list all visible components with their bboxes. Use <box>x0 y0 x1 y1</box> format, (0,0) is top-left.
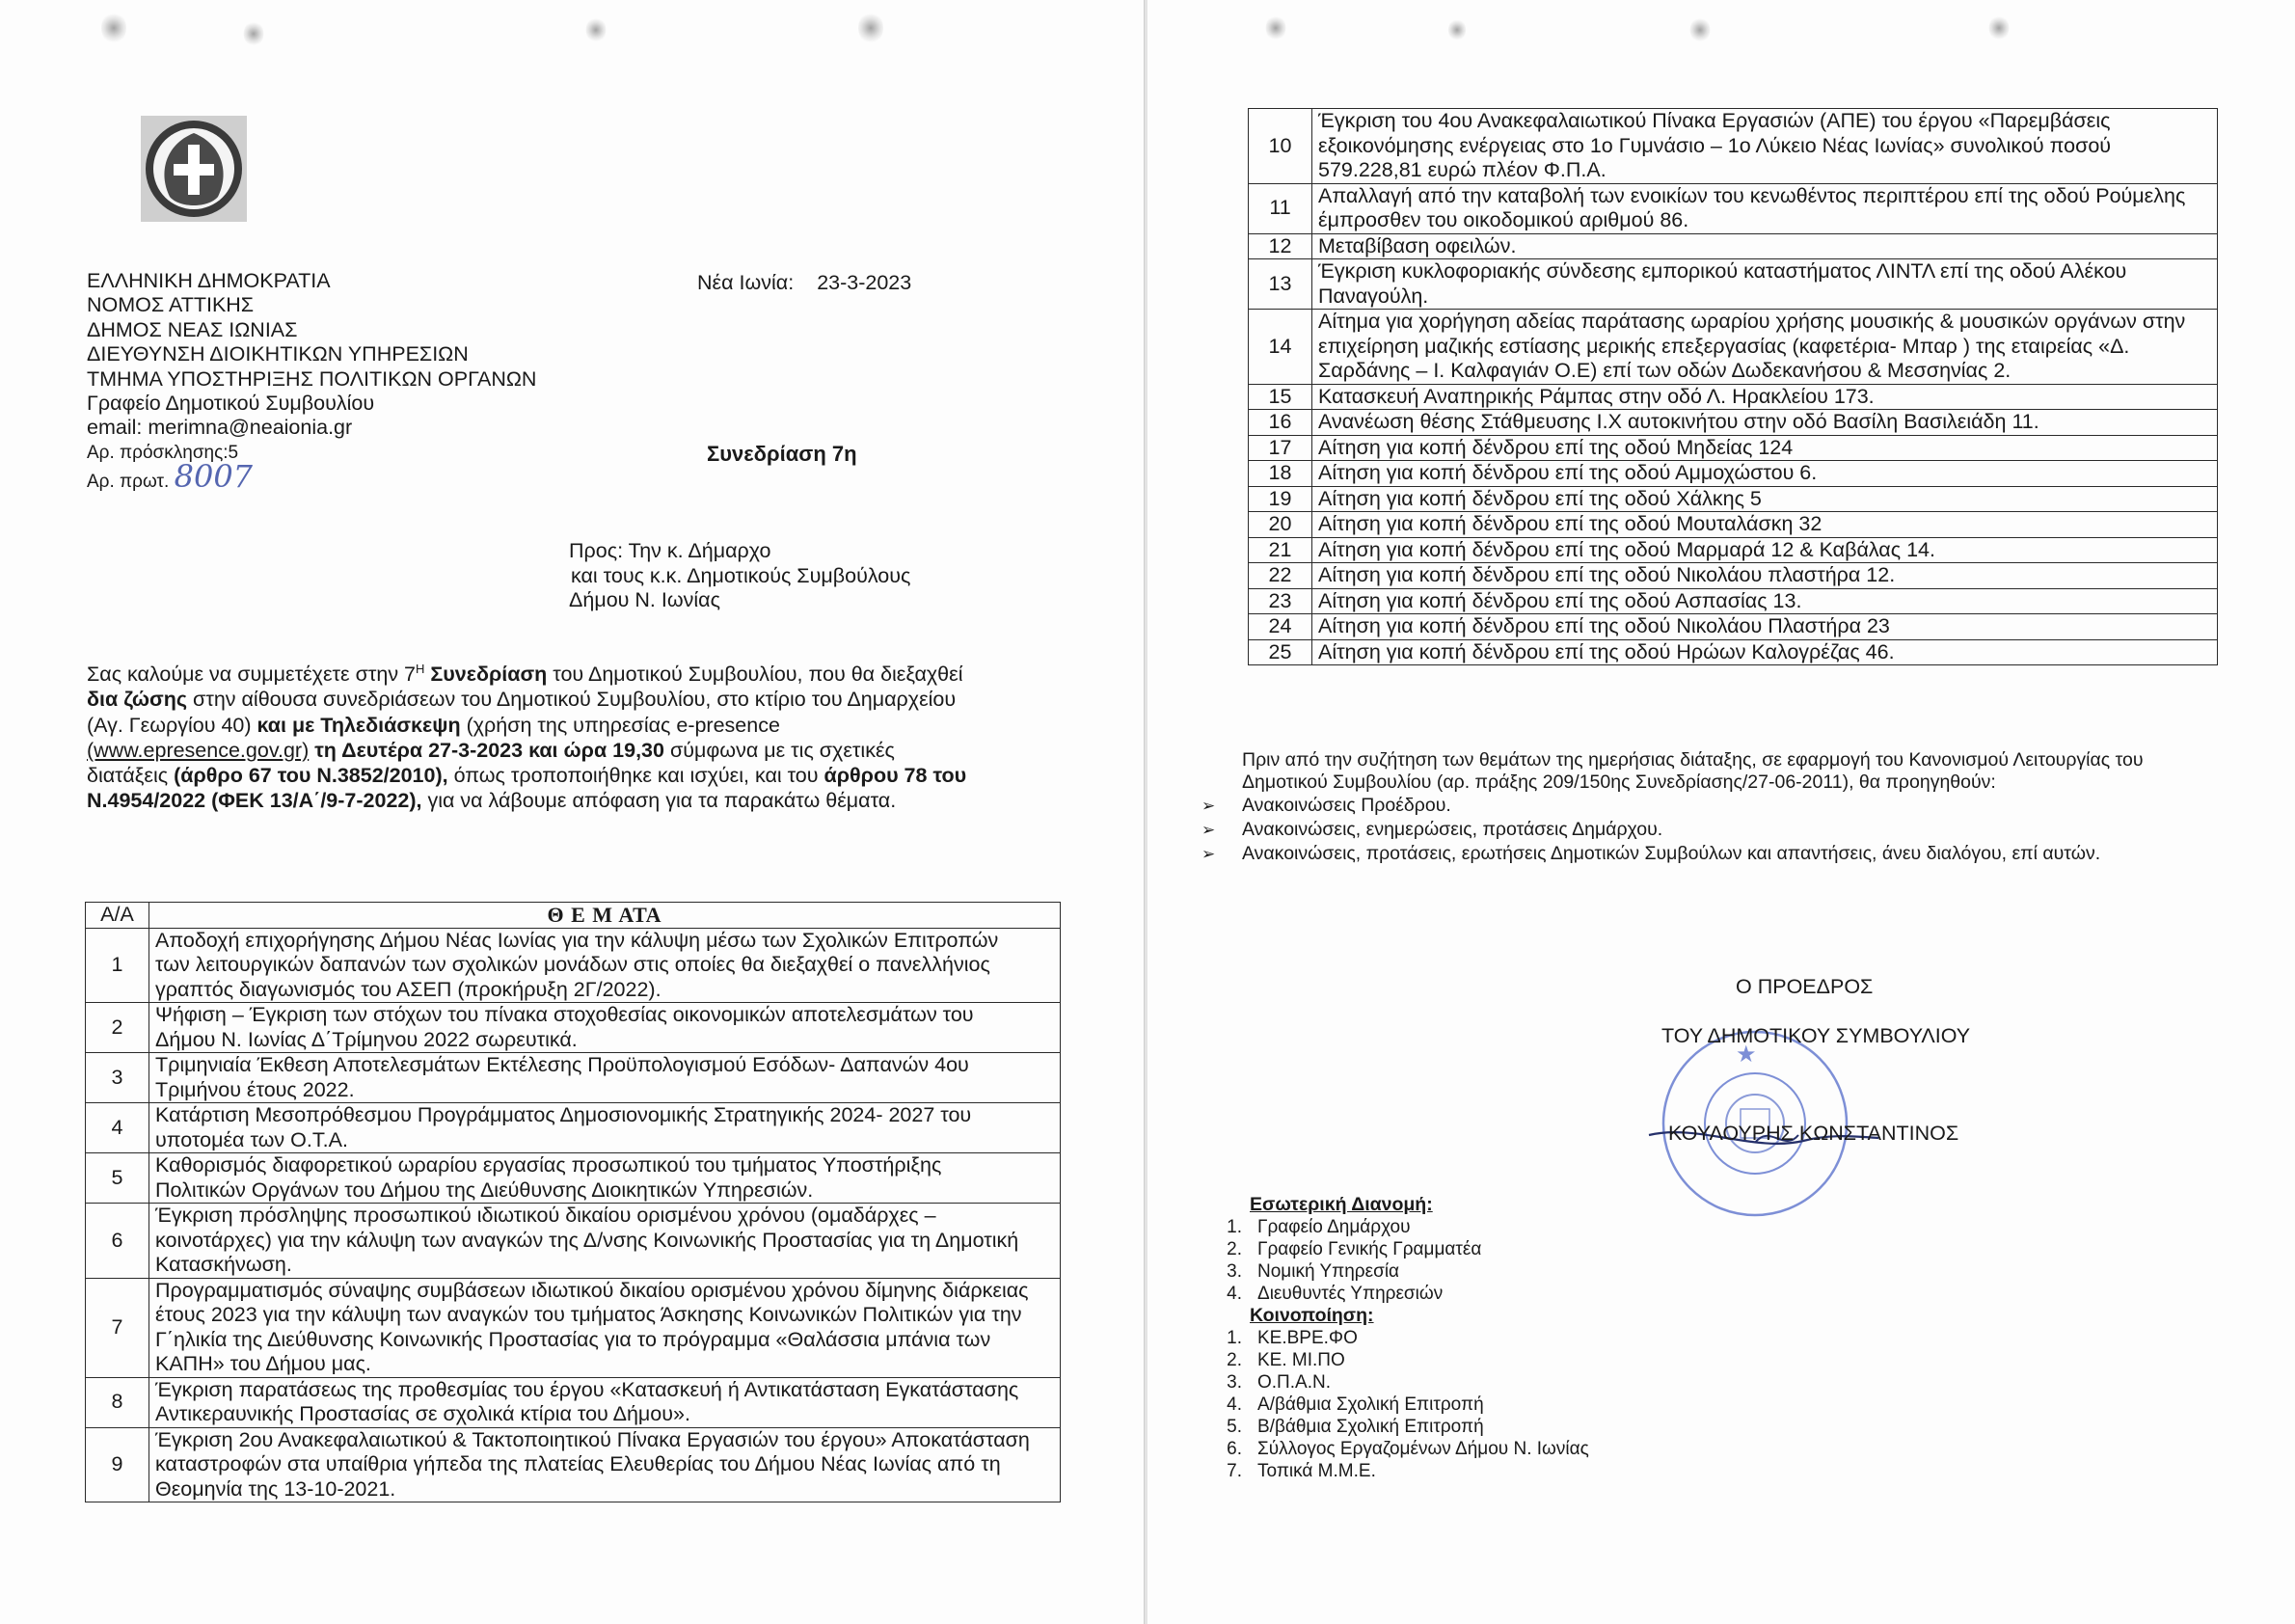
row-topic <box>149 1427 1061 1502</box>
topic-line: Αίτηση για κοπή δένδρου επί της οδού Μουταλάσκη 32 <box>1318 512 1822 535</box>
row-topic <box>149 928 1061 1003</box>
protocol-number <box>87 458 536 496</box>
topic-line: Αίτηση για κοπή δένδρου επί της οδού Νικολάου πλαστήρα 12. <box>1318 563 1896 586</box>
list-text: Σύλλογος Εργαζομένων Δήμου Ν. Ιωνίας <box>1257 1439 1589 1459</box>
pre-agenda-bullets <box>1202 794 2100 867</box>
row-topic <box>1312 614 2218 640</box>
topic-line: Αντικεραυνικής Προστασίας σε σχολικά κτίρια του Δήμου». <box>155 1402 690 1425</box>
intro-bold: Συνεδρίαση <box>424 663 548 687</box>
topic-line: Έγκριση 2ου Ανακεφαλαιωτικού & Τακτοποιητικού Πίνακα Εργασιών του έργου» Αποκατάσταση <box>155 1427 1030 1451</box>
topic-line: Αίτημα για χορήγηση αδείας παράτασης ωραρίου χρήσης μουσικής & μουσικών οργάνων στην <box>1318 310 2186 333</box>
table-row <box>86 1053 1061 1103</box>
place-date <box>697 271 911 296</box>
list-number: 5. <box>1227 1417 1242 1437</box>
row-topic <box>149 1278 1061 1377</box>
intro-bold: δια ζώσης <box>87 688 188 712</box>
row-number: 6 <box>86 1204 149 1279</box>
row-number: 23 <box>1249 588 1312 614</box>
header-line: ΕΛΛΗΝΙΚΗ ΔΗΜΟΚΡΑΤΙΑ <box>87 269 331 292</box>
signature-council: ΤΟΥ ΔΗΜΟΤΙΚΟΥ ΣΥΜΒΟΥΛΙΟΥ <box>1661 1024 1971 1047</box>
table-row <box>1249 639 2218 665</box>
table-row <box>86 1003 1061 1053</box>
intro-line <box>87 687 1032 712</box>
note-line: Πριν από την συζήτηση των θεμάτων της ημερήσιας διάταξης, σε εφαρμογή του Κανονισμού Λειτουργίας του <box>1242 749 2144 771</box>
list-text: Γραφείο Γενικής Γραμματέα <box>1257 1239 1482 1259</box>
row-topic <box>1312 109 2218 184</box>
list-item <box>1202 818 2100 842</box>
document-page-left <box>0 0 1144 1624</box>
topic-line: κοινοτάρχες) για την κάλυψη των αναγκών της Δ/νσης Κοινωνικής Προστασίας για τη Δημοτική <box>155 1228 1019 1252</box>
topic-line: των λειτουργικών δαπανών των σχολικών μονάδων στις οποίες θα διεξαχθεί ο πανελλήνιος <box>155 953 990 976</box>
topic-line: Τριμηνιαία Έκθεση Αποτελεσμάτων Εκτέλεσης Προϋπολογισμού Εσόδων- Δαπανών 4ου <box>155 1053 969 1076</box>
row-number: 7 <box>86 1278 149 1377</box>
row-topic <box>1312 512 2218 538</box>
topic-line: Θεομηνία της 13-10-2021. <box>155 1476 396 1501</box>
row-number: 20 <box>1249 512 1312 538</box>
table-row <box>86 1278 1061 1377</box>
row-topic <box>149 1053 1061 1103</box>
list-item <box>1203 1371 1589 1394</box>
topic-line: Γ΄ηλικία της Διεύθυνσης Κοινωνικής Προστασίας για το πρόγραμμα «Θαλάσσια μπάνια των <box>155 1327 991 1351</box>
list-number: 1. <box>1227 1328 1242 1348</box>
list-item <box>1203 1283 1589 1305</box>
arrow-bullet-icon: ➢ <box>1202 845 1216 864</box>
recipients <box>569 539 910 613</box>
row-topic <box>1312 410 2218 436</box>
intro-sup: Η <box>416 662 425 676</box>
topic-line: Αίτηση για κοπή δένδρου επί της οδού Ασπασίας 13. <box>1318 588 1802 612</box>
topic-line: Παναγούλη. <box>1318 284 1429 308</box>
distribution-list <box>1203 1196 1589 1482</box>
topic-line: Απαλλαγή από την καταβολή των ενοικίων του κενωθέντος περιπτέρου επί της οδού Ρούμελης <box>1318 183 2186 207</box>
intro-bold: και με Τηλεδιάσκεψη <box>256 713 461 737</box>
invitation-number: Αρ. πρόσκλησης:5 <box>87 442 239 463</box>
topic-line: ΚΑΠΗ» του Δήμου μας. <box>155 1352 371 1375</box>
topic-line: Πολιτικών Οργάνων του Δήμου της Διεύθυνσης Διοικητικών Υπηρεσιών. <box>155 1177 814 1202</box>
row-number: 10 <box>1249 109 1312 184</box>
scan-smudge <box>1989 14 2010 41</box>
recipient-line: Δήμου Ν. Ιωνίας <box>569 588 720 611</box>
row-number: 4 <box>86 1103 149 1153</box>
list-text: Β/βάθμια Σχολική Επιτροπή <box>1257 1417 1484 1437</box>
row-number: 13 <box>1249 259 1312 310</box>
list-number: 4. <box>1227 1284 1242 1304</box>
topic-line: Αποδοχή επιχορήγησης Δήμου Νέας Ιωνίας για την κάλυψη μέσω των Σχολικών Επιτροπών <box>155 928 999 952</box>
row-number: 17 <box>1249 435 1312 461</box>
bullet-text: Ανακοινώσεις, προτάσεις, ερωτήσεις Δημοτικών Συμβούλων και απαντήσεις, άνευ διαλόγου, επί αυτών. <box>1242 843 2101 865</box>
table-row <box>1249 588 2218 614</box>
intro-line <box>87 788 1032 813</box>
intro-line <box>87 713 1032 738</box>
list-number: 1. <box>1227 1217 1242 1237</box>
table-row <box>1249 183 2218 233</box>
list-text: Γραφείο Δημάρχου <box>1257 1217 1411 1237</box>
row-topic <box>1312 233 2218 259</box>
row-number: 25 <box>1249 639 1312 665</box>
place-label: Νέα Ιωνία: <box>697 271 795 294</box>
session-title: Συνεδρίαση 7η <box>707 442 857 466</box>
topic-line: Έγκριση κυκλοφοριακής σύνδεσης εμπορικού καταστήματος ΛΙΝΤΛ επί της οδού Αλέκου <box>1318 259 2127 283</box>
table-row <box>1249 512 2218 538</box>
topic-line: καταστροφών στα υπαίθρια γήπεδα της πλατείας Ελευθερίας του Δήμου Νέας Ιωνίας από τη <box>155 1452 1001 1475</box>
scan-smudge <box>586 16 607 42</box>
protocol-handwritten: 8007 <box>174 458 254 496</box>
topic-line: Κατασκήνωση. <box>155 1253 292 1276</box>
intro-text: όπως τροποποιήθηκε και ισχύει, και του <box>447 763 824 787</box>
note-line: Δημοτικού Συμβουλίου (αρ. πράξης 209/150ης Συνεδρίασης/27-06-2011), θα προηγηθούν: <box>1242 771 1996 793</box>
topic-line: Ανανέωση θέσης Στάθμευσης Ι.Χ αυτοκινήτου στην οδό Βασίλη Βασιλειάδη 11. <box>1318 410 2039 433</box>
intro-text: του Δημοτικού Συμβουλίου, που θα διεξαχθεί <box>547 663 963 687</box>
bullet-text: Ανακοινώσεις Προέδρου. <box>1242 795 1451 816</box>
row-number: 24 <box>1249 614 1312 640</box>
topic-line: Αίτηση για κοπή δένδρου επί της οδού Αμμοχώστου 6. <box>1318 461 1818 484</box>
topic-line: Αίτηση για κοπή δένδρου επί της οδού Χάλκης 5 <box>1318 486 1762 510</box>
intro-bold: (άρθρο 67 του Ν.3852/2010), <box>174 763 448 787</box>
table-row <box>1249 537 2218 563</box>
table-row <box>86 1427 1061 1502</box>
row-number: 9 <box>86 1427 149 1502</box>
list-text: Τοπικά Μ.Μ.Ε. <box>1257 1461 1376 1481</box>
row-topic <box>149 1003 1061 1053</box>
topic-line: Αίτηση για κοπή δένδρου επί της οδού Νικολάου Πλαστήρα 23 <box>1318 614 1890 637</box>
intro-text: Σας καλούμε να συμμετέχετε στην 7 <box>87 663 416 687</box>
table-row <box>1249 384 2218 410</box>
table-row <box>1249 486 2218 512</box>
email-line: email: merimna@neaionia.gr <box>87 416 353 440</box>
intro-bold: τη Δευτέρα 27-3-2023 και ώρα 19,30 <box>309 738 664 762</box>
topic-line: Ψήφιση – Έγκριση των στόχων του πίνακα στοχοθεσίας οικονομικών αποτελεσμάτων του <box>155 1003 974 1026</box>
issuer-header <box>87 269 536 495</box>
table-row <box>1249 109 2218 184</box>
scan-smudge <box>101 12 126 44</box>
row-topic <box>1312 259 2218 310</box>
table-row <box>86 1153 1061 1204</box>
header-line: ΔΙΕΥΘΥΝΣΗ ΔΙΟΙΚΗΤΙΚΩΝ ΥΠΗΡΕΣΙΩΝ <box>87 342 469 366</box>
list-number: 7. <box>1227 1461 1242 1481</box>
topic-line: γραπτός διαγωνισμός του ΑΣΕΠ (προκήρυξη 2Γ/2022). <box>155 977 662 1001</box>
list-text: ΚΕ. ΜΙ.ΠΟ <box>1257 1350 1345 1370</box>
epresence-link[interactable]: (www.epresence.gov.gr) <box>87 738 310 762</box>
topic-line: υποτομέα των Ο.Τ.Α. <box>155 1127 348 1151</box>
topic-line: Δήμου Ν. Ιωνίας Δ΄Τρίμηνου 2022 σωρευτικά. <box>155 1027 578 1051</box>
list-item <box>1203 1460 1589 1482</box>
scan-smudge <box>244 20 264 46</box>
row-number: 18 <box>1249 461 1312 487</box>
table-row <box>1249 563 2218 589</box>
topic-line: Τριμήνου έτους 2022. <box>155 1077 355 1101</box>
topics-table <box>85 902 1061 1502</box>
intro-text: σύμφωνα με τις σχετικές <box>663 738 895 762</box>
list-number: 3. <box>1227 1261 1242 1282</box>
list-item <box>1203 1327 1589 1349</box>
row-topic <box>149 1153 1061 1204</box>
table-row <box>1249 310 2218 385</box>
intro-line <box>87 738 1032 763</box>
list-item <box>1203 1216 1589 1238</box>
row-number: 3 <box>86 1053 149 1103</box>
list-item <box>1203 1416 1589 1438</box>
row-topic <box>149 1103 1061 1153</box>
topic-line: Κατάρτιση Μεσοπρόθεσμου Προγράμματος Δημοσιονομικής Στρατηγικής 2024- 2027 του <box>155 1103 972 1126</box>
table-row <box>1249 259 2218 310</box>
table-row <box>86 1377 1061 1427</box>
topics-right-body <box>1249 109 2218 665</box>
header-line: ΔΗΜΟΣ ΝΕΑΣ ΙΩΝΙΑΣ <box>87 317 298 341</box>
list-text: Νομική Υπηρεσία <box>1257 1261 1400 1282</box>
list-text: Διευθυντές Υπηρεσιών <box>1257 1284 1444 1304</box>
list-number: 2. <box>1227 1239 1242 1259</box>
intro-bold: Ν.4954/2022 (ΦΕΚ 13/Α΄/9-7-2022), <box>87 789 422 813</box>
list-text: Ο.Π.Α.Ν. <box>1257 1372 1332 1393</box>
scan-smudge <box>1448 18 1466 41</box>
list-item <box>1202 794 2100 818</box>
row-topic <box>1312 639 2218 665</box>
scan-smudge <box>1690 16 1711 42</box>
table-row <box>1249 614 2218 640</box>
row-number: 1 <box>86 928 149 1003</box>
list-text: Α/βάθμια Σχολική Επιτροπή <box>1257 1394 1484 1415</box>
signature-title: Ο ΠΡΟΕΔΡΟΣ <box>1736 975 1874 998</box>
topic-line: 579.228,81 ευρώ πλέον Φ.Π.Α. <box>1318 158 1606 181</box>
topic-line: Έγκριση παρατάσεως της προθεσμίας του έργου «Κατασκευή ή Αντικατάσταση Εγκατάστασης <box>155 1377 1019 1401</box>
list-item <box>1203 1238 1589 1260</box>
table-row <box>1249 410 2218 436</box>
topic-line: Προγραμματισμός σύναψης συμβάσεων ιδιωτικού δικαίου ορισμένου χρόνου δίμηνης διάρκειας <box>155 1278 1029 1302</box>
list-number: 2. <box>1227 1350 1242 1370</box>
row-number: 11 <box>1249 183 1312 233</box>
table-row <box>1249 461 2218 487</box>
topic-line: Έγκριση του 4ου Ανακεφαλαιωτικού Πίνακα Εργασιών (ΑΠΕ) του έργου «Παρεμβάσεις <box>1318 109 2111 132</box>
intro-text: διατάξεις <box>87 763 175 787</box>
document-date: 23-3-2023 <box>817 271 912 294</box>
row-topic <box>1312 435 2218 461</box>
column-header-topics: Θ Ε Μ ΑΤΑ <box>149 903 1061 929</box>
table-row <box>1249 233 2218 259</box>
list-item <box>1203 1438 1589 1460</box>
column-header-number: Α/Α <box>86 903 149 929</box>
intro-text: (χρήση της υπηρεσίας e-presence <box>460 713 780 737</box>
row-topic <box>1312 310 2218 385</box>
row-number: 5 <box>86 1153 149 1204</box>
pre-agenda-notes <box>1242 749 2144 794</box>
header-line: ΝΟΜΟΣ ΑΤΤΙΚΗΣ <box>87 293 255 317</box>
topic-line: Αίτηση για κοπή δένδρου επί της οδού Ηρώων Καλογρέζας 46. <box>1318 639 1895 663</box>
list-text: ΚΕ.ΒΡΕ.ΦΟ <box>1257 1328 1358 1348</box>
row-topic <box>1312 588 2218 614</box>
row-number: 14 <box>1249 310 1312 385</box>
intro-bold: άρθρου 78 του <box>824 763 967 787</box>
intro-line <box>87 657 1032 687</box>
cc-title: Κοινοποίηση: <box>1250 1305 1374 1326</box>
list-number: 4. <box>1227 1394 1242 1415</box>
intro-line <box>87 763 1032 788</box>
header-line: ΤΜΗΜΑ ΥΠΟΣΤΗΡΙΞΗΣ ΠΟΛΙΤΙΚΩΝ ΟΡΓΑΝΩΝ <box>87 366 537 391</box>
table-row <box>86 1204 1061 1279</box>
topic-line: έτους 2023 για την κάλυψη των αναγκών του τμήματος Άσκησης Κοινωνικών Πολιτικών για την <box>155 1303 1022 1326</box>
arrow-bullet-icon: ➢ <box>1202 797 1216 815</box>
row-topic <box>149 1204 1061 1279</box>
topics-left-body <box>86 928 1061 1502</box>
row-topic <box>1312 461 2218 487</box>
row-topic <box>1312 563 2218 589</box>
list-item <box>1203 1394 1589 1416</box>
table-row <box>86 1103 1061 1153</box>
row-number: 22 <box>1249 563 1312 589</box>
table-row <box>1249 435 2218 461</box>
row-number: 2 <box>86 1003 149 1053</box>
list-number: 3. <box>1227 1372 1242 1393</box>
row-topic <box>149 1377 1061 1427</box>
topics-table-continued <box>1248 108 2218 665</box>
list-item <box>1202 842 2100 866</box>
topic-line: Αίτηση για κοπή δένδρου επί της οδού Μηδείας 124 <box>1318 435 1794 459</box>
topic-line: Κατασκευή Αναπηρικής Ράμπας στην οδό Λ. Ηρακλείου 173. <box>1318 384 1875 408</box>
recipient-line: και τους κ.κ. Δημοτικούς Συμβούλους <box>571 563 911 587</box>
topic-line: Σαρδάνης – Ι. Καλφαγιάν Ο.Ε) επί των οδών Δωδεκανήσου & Μεσσηνίας 2. <box>1318 359 2012 382</box>
row-number: 15 <box>1249 384 1312 410</box>
intro-text: για να λάβουμε απόφαση για τα παρακάτω θέματα. <box>421 789 897 813</box>
topic-line: έμπροσθεν του οικοδομικού αριθμού 86. <box>1318 208 1689 231</box>
row-topic <box>1312 183 2218 233</box>
row-topic <box>1312 486 2218 512</box>
topic-line: επιχείρηση μαζικής εστίασης μερικής επεξεργασίας (καφετέρια- Μπαρ ) της εταιρείας «Δ. <box>1318 334 2130 358</box>
topic-line: Έγκριση πρόσληψης προσωπικού ιδιωτικού δικαίου ορισμένου χρόνου (ομαδάρχες – <box>155 1204 936 1227</box>
intro-paragraph <box>87 657 1032 813</box>
row-number: 12 <box>1249 233 1312 259</box>
list-item <box>1203 1260 1589 1283</box>
signatory-name: ΚΟΥΛΟΥΡΗΣ ΚΩΝΣΤΑΝΤΙΝΟΣ <box>1668 1122 1959 1145</box>
topic-line: Μεταβίβαση οφειλών. <box>1318 233 1517 257</box>
topic-line: Καθορισμός διαφορετικού ωραρίου εργασίας προσωπικού του τμήματος Υποστήριξης <box>155 1153 942 1177</box>
greek-emblem-icon <box>141 116 247 222</box>
table-row <box>86 928 1061 1003</box>
protocol-label: Αρ. πρωτ. <box>87 472 170 493</box>
row-number: 8 <box>86 1377 149 1427</box>
list-item <box>1203 1349 1589 1371</box>
list-number: 6. <box>1227 1439 1242 1459</box>
svg-text:★: ★ <box>1736 1041 1757 1068</box>
row-number: 19 <box>1249 486 1312 512</box>
row-number: 21 <box>1249 537 1312 563</box>
arrow-bullet-icon: ➢ <box>1202 821 1216 840</box>
scan-smudge <box>1266 14 1286 41</box>
scan-smudge <box>858 12 883 44</box>
topic-line: εξοικονόμησης ενέργειας στο 1ο Γυμνάσιο – 1ο Λύκειο Νέας Ιωνίας» συνολικού ποσού <box>1318 133 2112 157</box>
row-topic <box>1312 537 2218 563</box>
header-line: Γραφείο Δημοτικού Συμβουλίου <box>87 392 375 416</box>
intro-text: στην αίθουσα συνεδριάσεων του Δημοτικού Συμβουλίου, στο κτίριο του Δημαρχείου <box>187 688 957 712</box>
row-number: 16 <box>1249 410 1312 436</box>
intro-text: (Αγ. Γεωργίου 40) <box>87 713 257 737</box>
internal-distribution-title: Εσωτερική Διανομή: <box>1250 1194 1433 1215</box>
row-topic <box>1312 384 2218 410</box>
topic-line: Αίτηση για κοπή δένδρου επί της οδού Μαρμαρά 12 & Καβάλας 14. <box>1318 537 1935 561</box>
recipient-line: Προς: Την κ. Δήμαρχο <box>569 539 771 562</box>
bullet-text: Ανακοινώσεις, ενημερώσεις, προτάσεις Δημάρχου. <box>1242 819 1663 841</box>
